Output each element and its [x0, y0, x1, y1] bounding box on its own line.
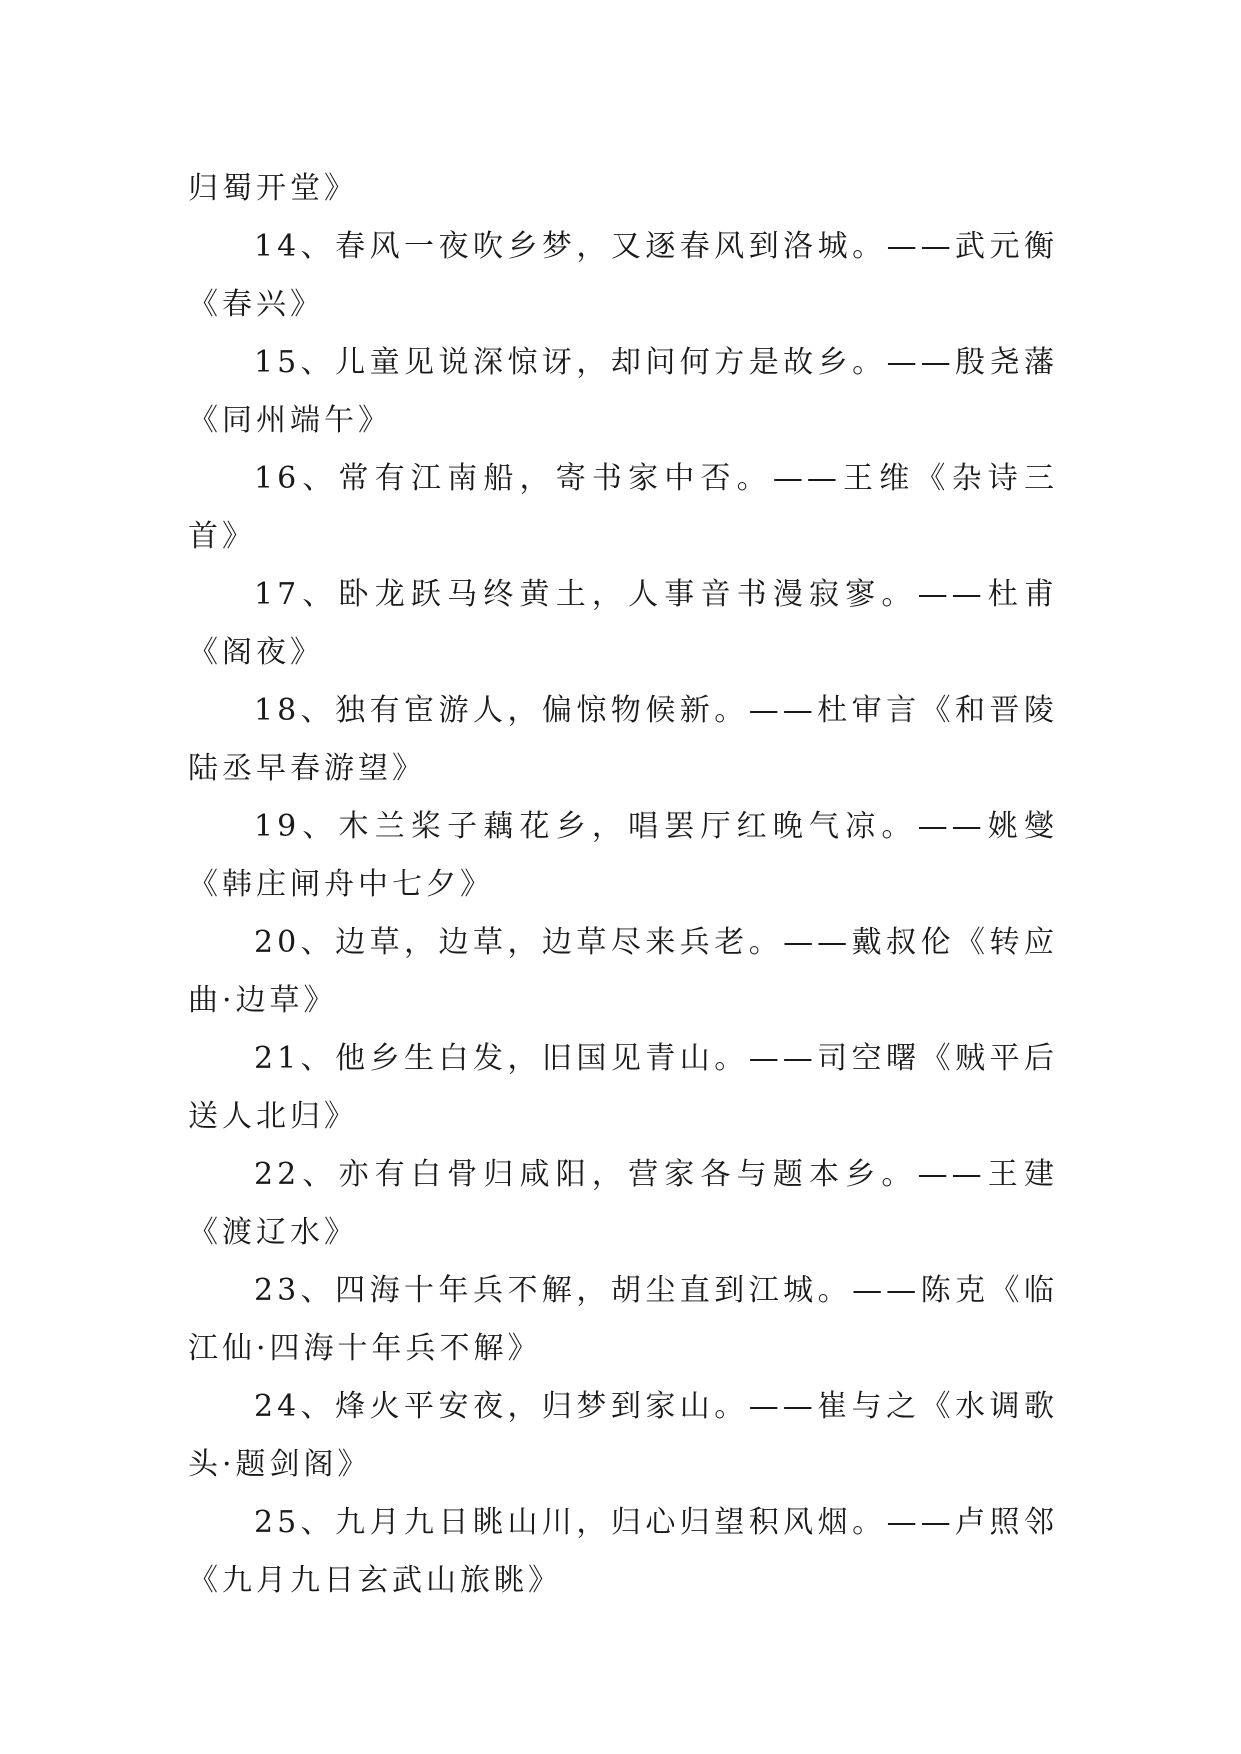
- poem-quote-16: 16、常有江南船，寄书家中否。——王维《杂诗三首》: [188, 461, 1058, 554]
- poem-quote-19: 19、木兰桨子藕花乡，唱罢厅红晚气凉。——姚燮《韩庄闸舟中七夕》: [188, 809, 1058, 902]
- poem-quote-20: 20、边草，边草，边草尽来兵老。——戴叔伦《转应曲·边草》: [188, 925, 1058, 1018]
- poem-quote-18: 18、独有宦游人，偏惊物候新。——杜审言《和晋陵陆丞早春游望》: [188, 693, 1058, 786]
- poem-quote-14: 14、春风一夜吹乡梦，又逐春风到洛城。——武元衡《春兴》: [188, 229, 1058, 322]
- document-body: [188, 160, 1058, 1610]
- poem-quote-23: 23、四海十年兵不解，胡尘直到江城。——陈克《临江仙·四海十年兵不解》: [188, 1273, 1058, 1366]
- poem-quote-15: 15、儿童见说深惊讶，却问何方是故乡。——殷尧藩《同州端午》: [188, 345, 1058, 438]
- poem-quote-22: 22、亦有白骨归咸阳，营家各与题本乡。——王建《渡辽水》: [188, 1157, 1058, 1250]
- poem-quote-25: 25、九月九日眺山川，归心归望积风烟。——卢照邻《九月九日玄武山旅眺》: [188, 1505, 1058, 1598]
- poem-quote-21: 21、他乡生白发，旧国见青山。——司空曙《贼平后送人北归》: [188, 1041, 1058, 1134]
- paragraph-continuation: 归蜀开堂》: [188, 171, 358, 206]
- poem-quote-24: 24、烽火平安夜，归梦到家山。——崔与之《水调歌头·题剑阁》: [188, 1389, 1058, 1482]
- poem-quote-17: 17、卧龙跃马终黄土，人事音书漫寂寥。——杜甫《阁夜》: [188, 577, 1058, 670]
